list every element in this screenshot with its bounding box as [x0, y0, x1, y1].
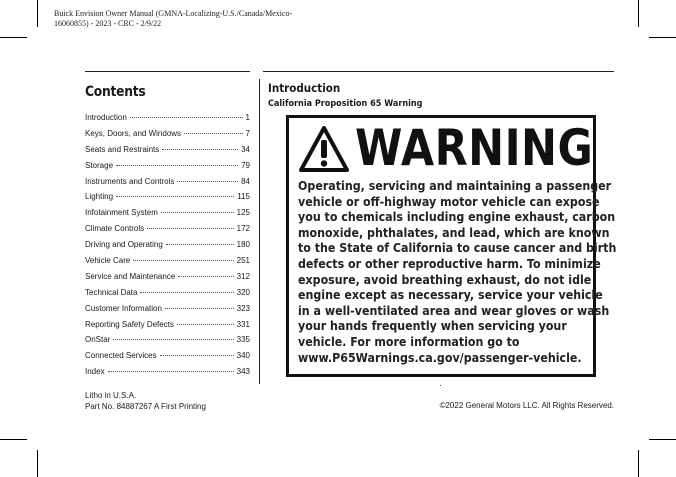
toc-item[interactable]	[85, 335, 250, 351]
toc-item-page: 251	[236, 256, 250, 266]
crop-mark	[638, 450, 639, 477]
toc-item[interactable]	[85, 351, 250, 367]
crop-mark	[0, 37, 27, 38]
warning-text-line: your hands frequently when servicing your	[298, 319, 567, 334]
meta-line-2: 16060855) - 2023 - CRC - 2/9/22	[54, 19, 162, 28]
toc-item-label: Infotainment System	[85, 208, 158, 218]
toc-item-page: 125	[236, 208, 250, 218]
toc-item-label: Customer Information	[85, 303, 162, 313]
toc-item-label: Connected Services	[85, 351, 157, 361]
toc-item-page: 335	[236, 335, 250, 345]
warning-header	[297, 119, 594, 177]
toc-item-page: 115	[237, 192, 250, 202]
contents-title: Contents	[85, 84, 146, 100]
toc-item-page: 180	[236, 240, 250, 250]
toc-item[interactable]	[85, 113, 250, 129]
toc-item-label: Technical Data	[85, 287, 138, 297]
prop65-warning-box	[286, 115, 617, 377]
toc-item-label: Reporting Safety Defects	[85, 319, 174, 329]
toc-item-page: 320	[236, 287, 250, 297]
right-top-rule	[263, 71, 614, 72]
crop-mark	[0, 439, 27, 440]
toc-item-label: Driving and Operating	[85, 240, 163, 250]
toc-leader-dots	[140, 292, 233, 293]
table-of-contents	[85, 113, 250, 383]
toc-leader-dots	[133, 260, 233, 261]
toc-leader-dots	[178, 276, 233, 277]
section-subtitle: California Proposition 65 Warning	[268, 99, 423, 109]
warning-text-line: monoxide, phthalates, and lead, which are known	[298, 225, 610, 240]
warning-text-line: to the State of California to cause cancer and birth	[298, 241, 617, 256]
crop-mark	[37, 0, 38, 27]
toc-item[interactable]	[85, 256, 250, 272]
toc-leader-dots	[147, 228, 234, 229]
toc-item[interactable]	[85, 129, 250, 145]
toc-item-label: Service and Maintenance	[85, 271, 176, 281]
toc-item-page: 331	[236, 319, 250, 329]
crop-mark	[649, 37, 676, 38]
warning-text-line: vehicle. For more information go to	[298, 334, 520, 349]
meta-line-1: Buick Envision Owner Manual (GMNA-Localizing-U.S./Canada/Mexico-	[54, 9, 293, 18]
toc-leader-dots	[130, 117, 243, 118]
toc-item-page: 34	[241, 144, 250, 154]
toc-leader-dots	[161, 212, 234, 213]
toc-leader-dots	[160, 355, 234, 356]
toc-item-label: Index	[85, 367, 105, 377]
toc-item-label: Storage	[85, 160, 114, 170]
toc-leader-dots	[184, 133, 243, 134]
part-number: Part No. 84887267 A First Printing	[85, 402, 206, 411]
footer-left	[85, 390, 206, 412]
toc-item-label: Lighting	[85, 192, 114, 202]
toc-item[interactable]	[85, 288, 250, 304]
litho-text: Litho in U.S.A.	[85, 391, 137, 400]
section-title: Introduction	[268, 81, 341, 95]
contents-column	[85, 80, 250, 383]
crop-mark	[649, 439, 676, 440]
toc-item-page: 312	[236, 271, 250, 281]
warning-text-line: exposure, avoid breathing exhaust, do not idle	[298, 272, 592, 287]
toc-leader-dots	[116, 196, 234, 197]
toc-item-page: 79	[241, 160, 250, 170]
toc-item[interactable]	[85, 161, 250, 177]
warning-text-line: Operating, servicing and maintaining a passenger	[298, 179, 612, 193]
toc-item-page: 84	[241, 176, 250, 186]
toc-item[interactable]	[85, 304, 250, 320]
toc-item-page: 1	[245, 113, 250, 122]
toc-item[interactable]	[85, 177, 250, 193]
warning-text-line: defects or other reproductive harm. To minimize	[298, 256, 601, 271]
column-divider	[259, 79, 260, 384]
warning-text	[298, 179, 617, 366]
warning-text-line: vehicle or off-highway motor vehicle can expose	[298, 194, 600, 209]
copyright-text: ©2022 General Motors LLC. All Rights Reserved.	[439, 401, 614, 410]
warning-text-line: you to chemicals including engine exhaust, carbon	[298, 210, 616, 225]
toc-item-label: Introduction	[85, 113, 127, 122]
toc-leader-dots	[165, 308, 234, 309]
toc-item-page: 7	[245, 128, 250, 138]
toc-leader-dots	[166, 244, 234, 245]
crop-mark	[638, 0, 639, 27]
warning-text-line: in a well-ventilated area and wear gloves or wash	[298, 303, 610, 318]
introduction-column	[268, 79, 614, 109]
toc-item[interactable]	[85, 145, 250, 161]
toc-item-label: OnStar	[85, 335, 111, 345]
toc-item[interactable]	[85, 208, 250, 224]
toc-leader-dots	[116, 165, 238, 166]
toc-item-label: Instruments and Controls	[85, 176, 175, 186]
toc-item[interactable]	[85, 272, 250, 288]
warning-triangle-icon	[299, 126, 349, 172]
toc-item-label: Keys, Doors, and Windows	[85, 128, 182, 138]
warning-heading: WARNING	[355, 119, 594, 177]
warning-text-line: www.P65Warnings.ca.gov/passenger-vehicle.	[298, 350, 582, 365]
toc-item-label: Seats and Restraints	[85, 144, 160, 154]
left-top-rule	[85, 71, 250, 72]
toc-item-label: Vehicle Care	[85, 256, 131, 266]
toc-item[interactable]	[85, 192, 250, 208]
toc-item-page: 172	[236, 224, 250, 234]
toc-leader-dots	[177, 324, 234, 325]
toc-item[interactable]	[85, 367, 250, 383]
toc-leader-dots	[108, 371, 234, 372]
toc-leader-dots	[162, 149, 238, 150]
document-meta-header	[54, 9, 384, 29]
toc-leader-dots	[113, 339, 233, 340]
toc-item[interactable]	[85, 240, 250, 256]
crop-mark	[37, 450, 38, 477]
toc-item-label: Climate Controls	[85, 224, 145, 234]
toc-item[interactable]	[85, 320, 250, 336]
toc-item-page: 343	[236, 367, 250, 377]
toc-leader-dots	[177, 181, 238, 182]
print-speck	[440, 385, 441, 386]
toc-item-page: 340	[236, 351, 250, 361]
toc-item-page: 323	[236, 303, 250, 313]
warning-text-line: engine except as necessary, service your vehicle	[298, 288, 603, 303]
toc-item[interactable]	[85, 224, 250, 240]
